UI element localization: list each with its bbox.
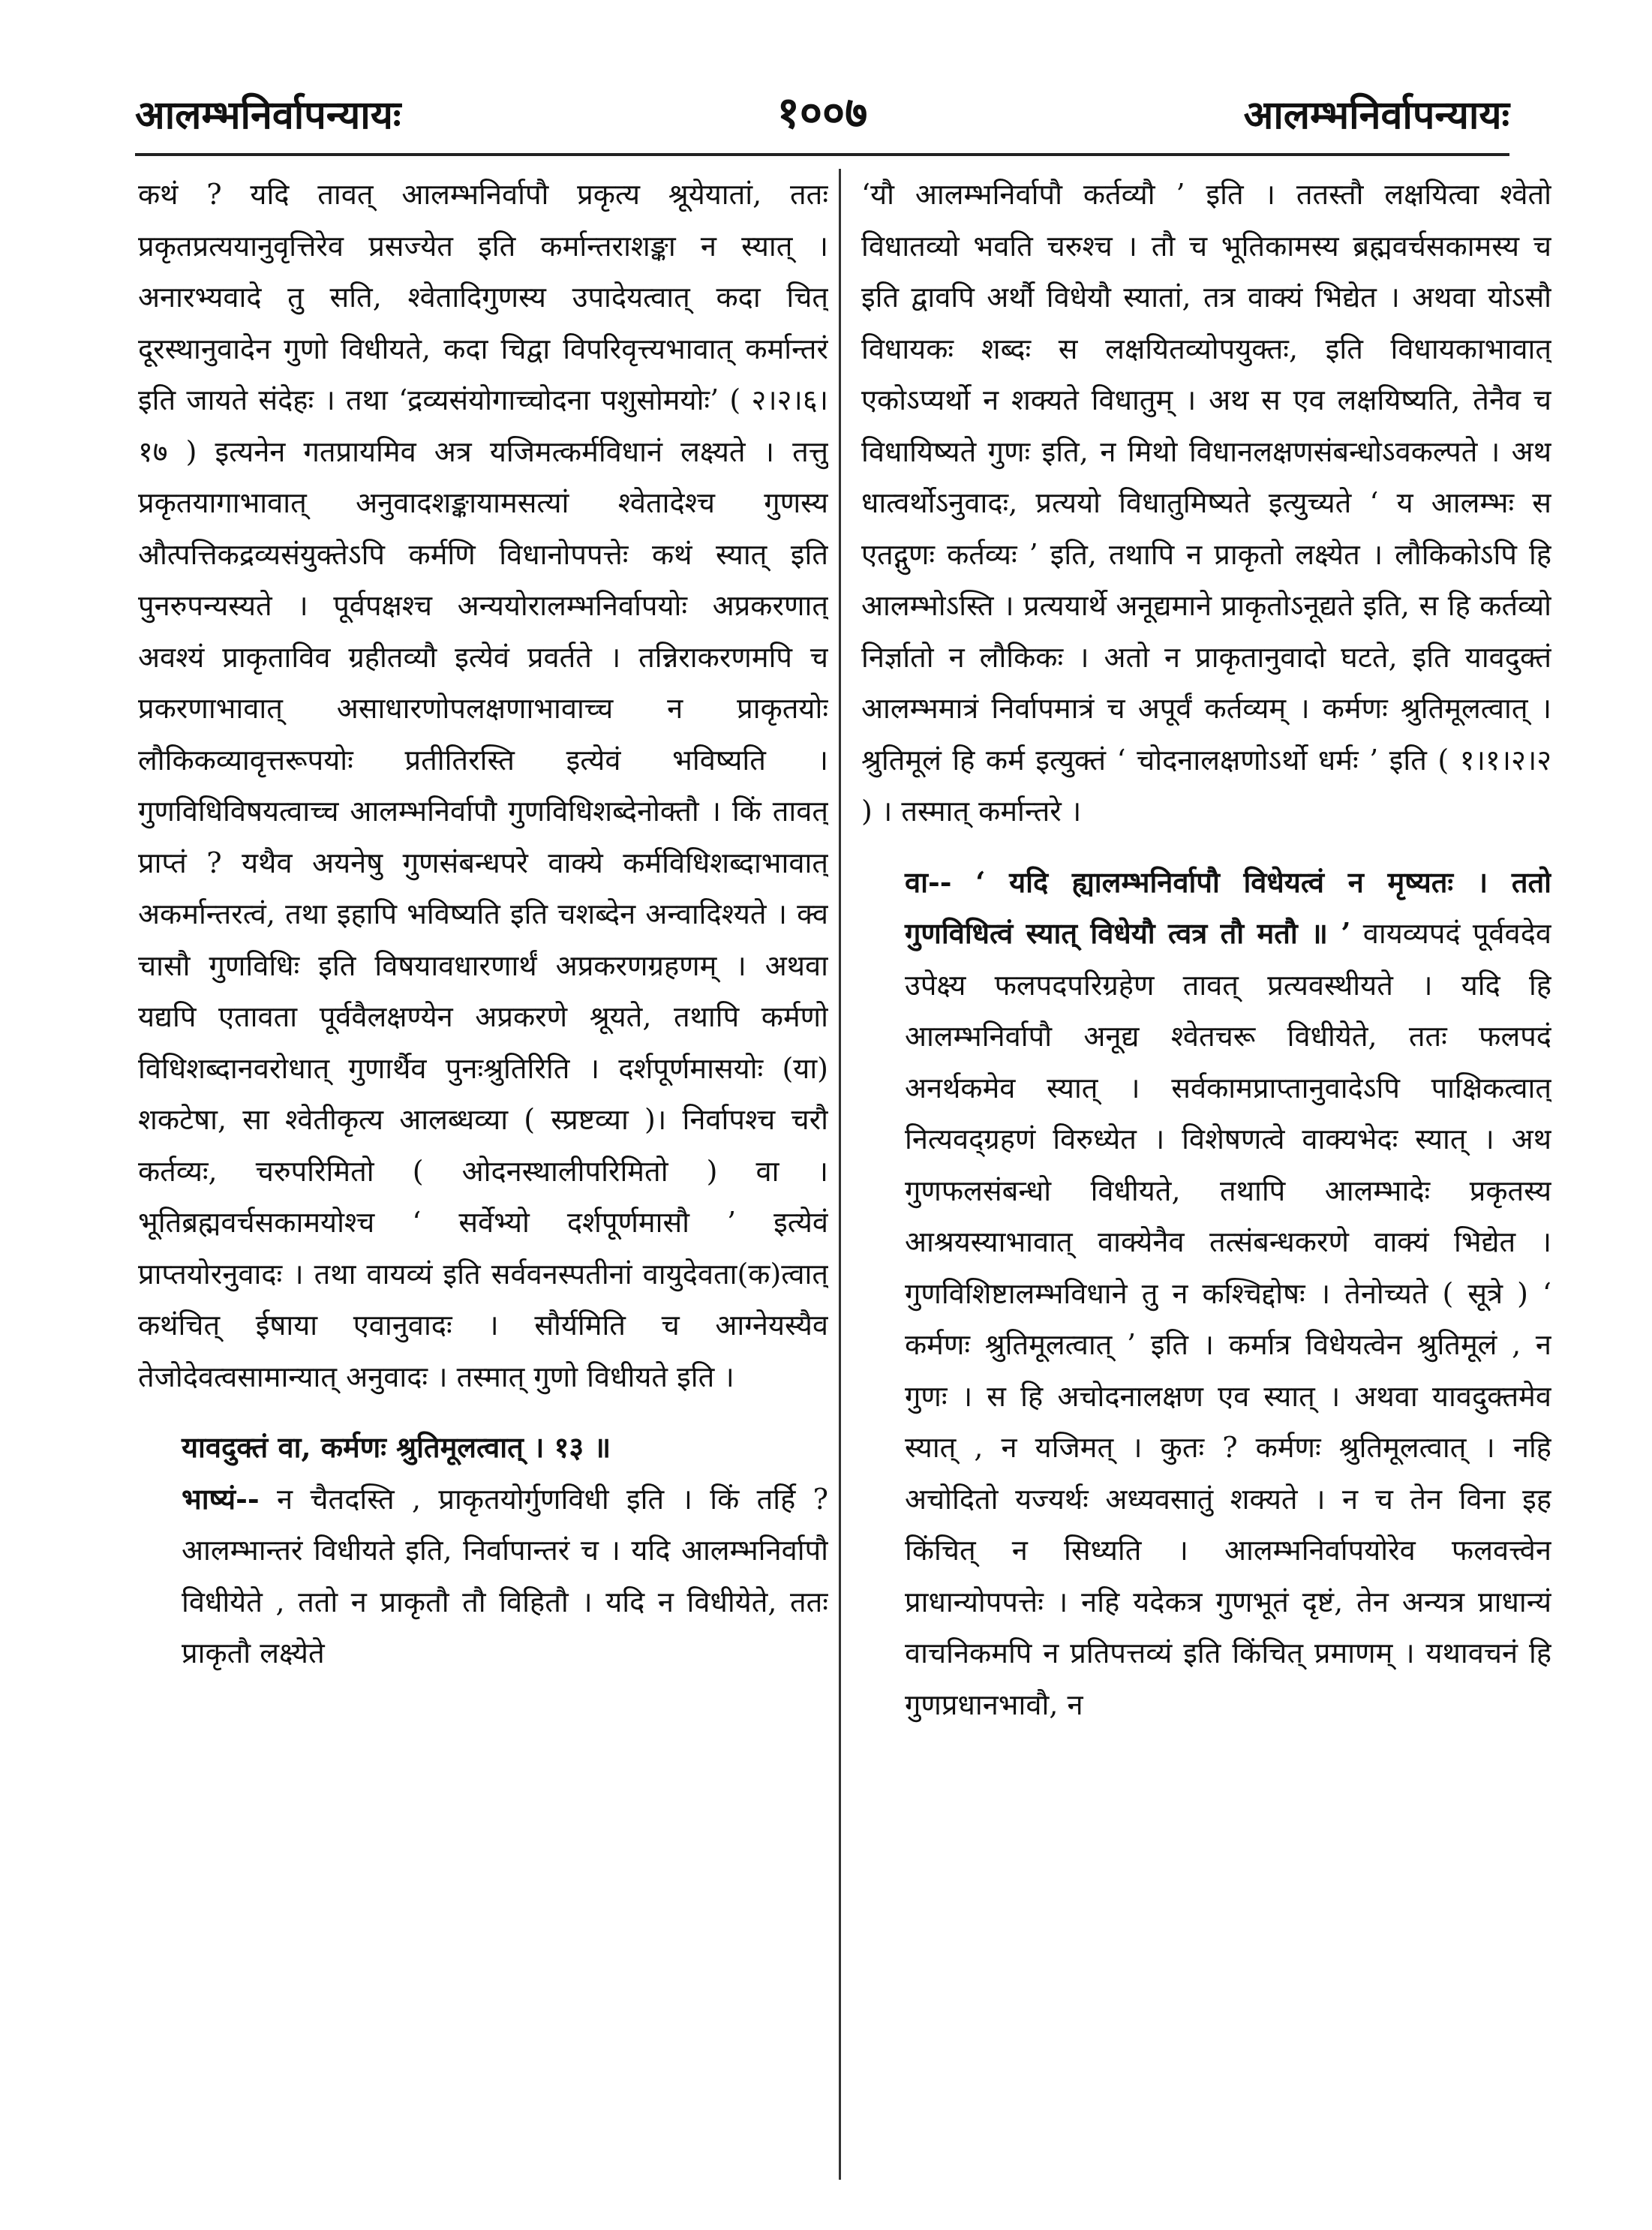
vartika-paragraph xyxy=(861,857,1551,1731)
header-rule xyxy=(135,153,1509,156)
bhashya-text: न चैतदस्ति , प्राकृतयोर्गुणविधी इति । किं तर्हि ? आलम्भान्तरं विधीयते इति, निर्वापान्तरं च । यदि आलम्भनिर्वापौ विधीयेते , ततो न प्राकृतौ तौ विहितौ । यदि न विधीयेते, ततः प्राकृतौ लक्ष्येते xyxy=(182,1482,828,1669)
vartika-commentary: वायव्यपदं पूर्ववदेव उपेक्ष्य फलपदपरिग्रहेण तावत् प्रत्यवस्थीयते । यदि हि आलम्भनिर्वापौ अनूद्य श्वेतचरू विधीयेते, ततः फलपदं अनर्थकमेव स्यात् । सर्वकामप्राप्तानुवादेऽपि पाक्षिकत्वात् नित्यवद्ग्रहणं विरुध्येत । विशेषणत्वे वाक्यभेदः स्यात् । अथ गुणफलसंबन्धो विधीयते, तथापि आलम्भादेः प्रकृतस्य आश्रयस्याभावात् वाक्येनैव तत्संबन्धकरणे वाक्यं भिद्येत । गुणविशिष्टालम्भविधाने तु न कश्चिद्दोषः । तेनोच्यते ( सूत्रे ) ‘ कर्मणः श्रुतिमूलत्वात् ’ इति । कर्मात्र विधेयत्वेन श्रुतिमूलं , न गुणः । स हि अचोदनालक्षण एव स्यात् । अथवा यावदुक्तमेव स्यात् , न यजिमत् । कुतः ? कर्मणः श्रुतिमूलत्वात् । नहि अचोदितो यज्यर्थः अध्यवसातुं शक्यते । न च तेन विना इह किंचित् न सिध्यति । आलम्भनिर्वापयोरेव फलवत्त्वेन प्राधान्योपपत्तेः । नहि यदेकत्र गुणभूतं दृष्टं, तेन अन्यत्र प्राधान्यं वाचनिकमपि न प्रतिपत्तव्यं इति किंचित् प्रमाणम् । यथावचनं हि गुणप्रधानभावौ, न xyxy=(905,917,1551,1721)
left-column xyxy=(138,169,828,2180)
running-header xyxy=(135,72,1509,155)
right-paragraph-1: ‘यौ आलम्भनिर्वापौ कर्तव्यौ ’ इति । ततस्तौ लक्षयित्वा श्वेतो विधातव्यो भवति चरुश्च । तौ च भूतिकामस्य ब्रह्मवर्चसकामस्य च इति द्वावपि अर्थौ विधेयौ स्यातां, तत्र वाक्यं भिद्येत । अथवा योऽसौ विधायकः शब्दः स लक्षयितव्योपयुक्तः, इति विधायकाभावात् एकोऽप्यर्थो न शक्यते विधातुम् । अथ स एव लक्षयिष्यति, तेनैव च विधायिष्यते गुणः इति, न मिथो विधानलक्षणसंबन्धोऽवकल्पते । अथ धात्वर्थोऽनुवादः, प्रत्ययो विधातुमिष्यते इत्युच्यते ‘ य आलम्भः स एतद्गुणः कर्तव्यः ’ इति, तथापि न प्राकृतो लक्ष्येत । लौकिकोऽपि हि आलम्भोऽस्ति । प्रत्ययार्थे अनूद्यमाने प्राकृतोऽनूद्यते इति, स हि कर्तव्यो निर्ज्ञातो न लौकिकः । अतो न प्राकृतानुवादो घटते, इति यावदुक्तं आलम्भमात्रं निर्वापमात्रं च अपूर्वं कर्तव्यम् । कर्मणः श्रुतिमूलत्वात् । श्रुतिमूलं हि कर्म इत्युक्तं ‘ चोदनालक्षणोऽर्थो धर्मः ’ इति ( १।१।२।२ ) । तस्मात् कर्मान्तरे । xyxy=(861,178,1551,828)
page-number: १००७ xyxy=(776,87,868,138)
right-column xyxy=(861,169,1551,2180)
header-left-title: आलम्भनिर्वापन्यायः xyxy=(135,92,401,138)
vartika-verse: वा-- ‘ यदि ह्यालम्भनिर्वापौ विधेयत्वं न मृष्यतः । ततो गुणविधित्वं स्यात् विधेयौ त्वत्र तौ मतौ ॥ ’ xyxy=(905,864,1551,950)
bhashya-label: भाष्यं-- xyxy=(182,1481,260,1516)
header-right-title: आलम्भनिर्वापन्यायः xyxy=(1243,92,1509,138)
column-divider xyxy=(839,169,841,2180)
left-paragraph-1: कथं ? यदि तावत् आलम्भनिर्वापौ प्रकृत्य श्रूयेयातां, ततः प्रकृतप्रत्ययानुवृत्तिरेव प्रसज्येत इति कर्मान्तराशङ्का न स्यात् । अनारभ्यवादे तु सति, श्वेतादिगुणस्य उपादेयत्वात् कदा चित् दूरस्थानुवादेन गुणो विधीयते, कदा चिद्वा विपरिवृत्त्यभावात् कर्मान्तरं इति जायते संदेहः । तथा ‘द्रव्यसंयोगाच्चोदना पशुसोमयोः’ ( २।२।६।१७ ) इत्यनेन गतप्रायमिव अत्र यजिमत्कर्मविधानं लक्ष्यते । तत्तु प्रकृतयागाभावात् अनुवादशङ्कायामसत्यां श्वेतादेश्च गुणस्य औत्पत्तिकद्रव्यसंयुक्तेऽपि कर्मणि विधानोपपत्तेः कथं स्यात् इति पुनरुपन्यस्यते । पूर्वपक्षश्च अन्ययोरालम्भनिर्वापयोः अप्रकरणात् अवश्यं प्राकृताविव ग्रहीतव्यौ इत्येवं प्रवर्तते । तन्निराकरणमपि च प्रकरणाभावात् असाधारणोपलक्षणाभावाच्च न प्राकृतयोः लौकिकव्यावृत्तरूपयोः प्रतीतिरस्ति इत्येवं भविष्यति । गुणविधिविषयत्वाच्च आलम्भनिर्वापौ गुणविधिशब्देनोक्तौ । किं तावत् प्राप्तं ? यथैव अयनेषु गुणसंबन्धपरे वाक्ये कर्मविधिशब्दाभावात् अकर्मान्तरत्वं, तथा इहापि भविष्यति इति चशब्देन अन्वादिश्यते । क्व चासौ गुणविधिः इति विषयावधारणार्थं अप्रकरणग्रहणम् । अथवा यद्यपि एतावता पूर्ववैलक्षण्येन अप्रकरणे श्रूयते, तथापि कर्मणो विधिशब्दानवरोधात् गुणार्थैव पुनःश्रुतिरिति । दर्शपूर्णमासयोः (या) शकटेषा, सा श्वेतीकृत्य आलब्धव्या ( स्प्रष्टव्या )। निर्वापश्च चरौ कर्तव्यः, चरुपरिमितो ( ओदनस्थालीपरिमितो ) वा । भूतिब्रह्मवर्चसकामयोश्च ‘ सर्वेभ्यो दर्शपूर्णमासौ ’ इत्येवं प्राप्तयोरनुवादः । तथा वायव्यं इति सर्ववनस्पतीनां वायुदेवता(क)त्वात् कथंचित् ईषाया एवानुवादः । सौर्यमिति च आग्नेयस्यैव तेजोदेवत्वसामान्यात् अनुवादः । तस्मात् गुणो विधीयते इति । xyxy=(138,178,828,1393)
sutra-13: यावदुक्तं वा, कर्मणः श्रुतिमूलत्वात् । १३ ॥ xyxy=(182,1430,611,1464)
bhashya-paragraph xyxy=(138,1474,828,1679)
